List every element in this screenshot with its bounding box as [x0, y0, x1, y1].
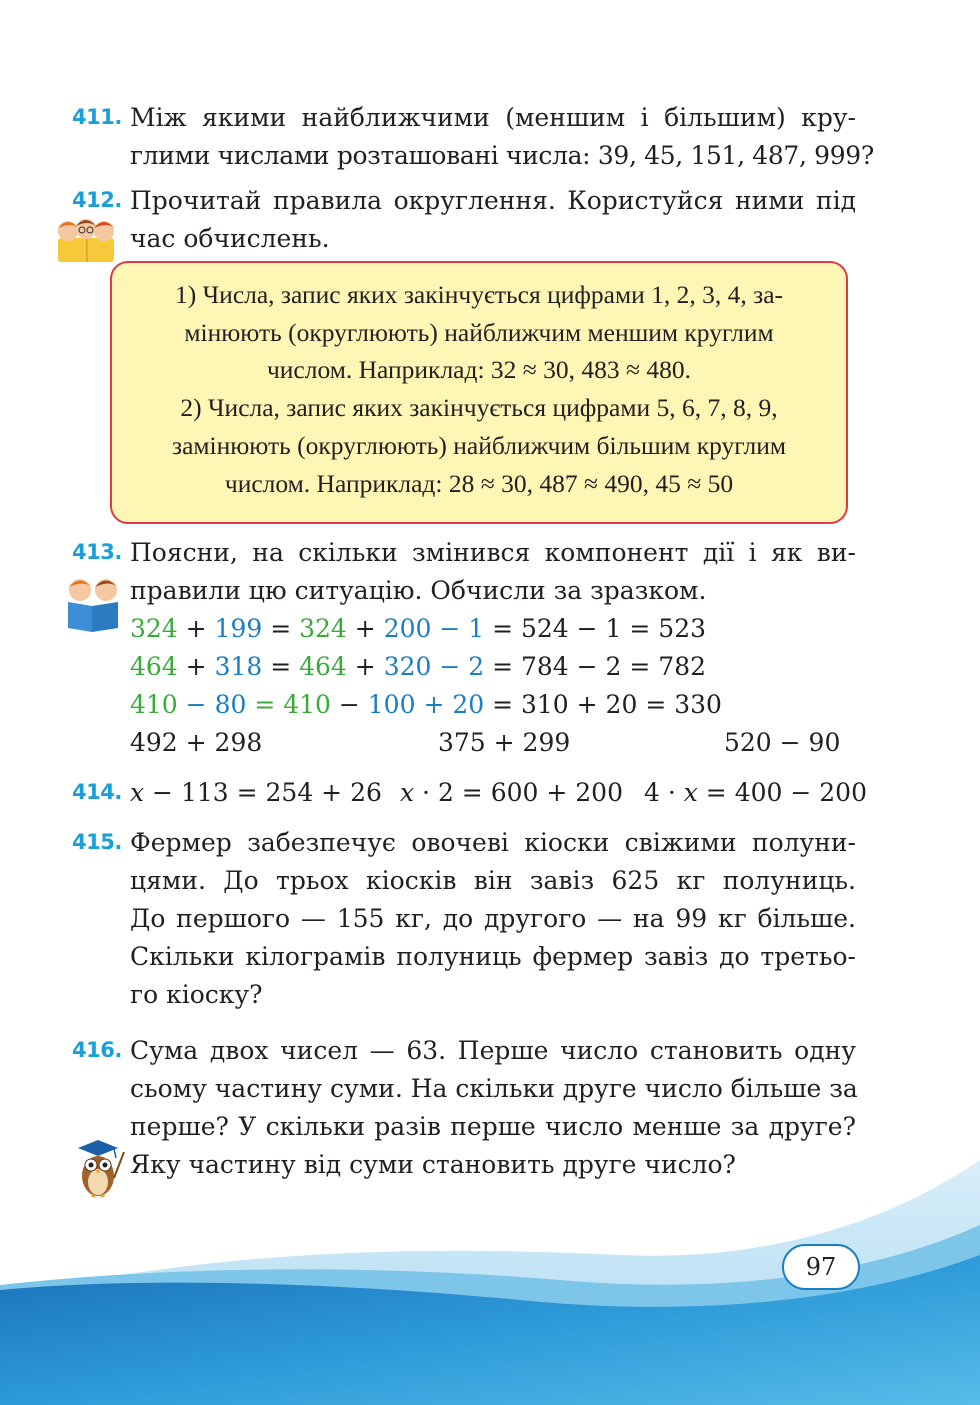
variable-x: x [400, 778, 415, 807]
text-line: глими числами розташовані числа: 39, 45, 151, 487, 999? [130, 141, 874, 170]
operator: + [346, 614, 384, 643]
rule-line: 2) Числа, запис яких закінчується цифрами 5, 6, 7, 8, 9, [180, 393, 778, 423]
task-number-411: 411. [72, 105, 122, 129]
task-413-exercise-3: 520 − 90 [724, 728, 841, 757]
text-line: Прочитай правила округлення. Користуйся ними під [130, 186, 856, 215]
task-number-415: 415. [72, 830, 122, 854]
operator: = [262, 614, 300, 643]
example-number: 320 [383, 652, 432, 681]
task-number-412: 412. [72, 188, 122, 212]
operator: − [330, 690, 368, 719]
text-line: До першого — 155 кг, до другого — на 99 кг більше. [130, 904, 856, 933]
text-line: го кіоску? [130, 980, 263, 1009]
example-number: 318 [214, 652, 263, 681]
operator: + [177, 614, 215, 643]
example-number: 200 [383, 614, 432, 643]
text-line: Сума двох чисел — 63. Перше число становить одну [130, 1036, 856, 1065]
example-result: = 784 − 2 = 782 [484, 652, 707, 681]
equation-rest: · 2 = 600 + 200 [414, 778, 623, 807]
task-413-text [130, 534, 856, 610]
task-416-text [130, 1032, 856, 1184]
text-line: час обчислень. [130, 224, 330, 253]
operator: = [246, 690, 284, 719]
rule-line: мінюють (округлюють) найближчим меншим круглим [184, 317, 774, 347]
example-number: 199 [214, 614, 263, 643]
text-line: цями. До трьох кіосків він завіз 625 кг полуниць. [130, 866, 856, 895]
example-number: 410 [130, 690, 178, 719]
example-result: = 524 − 1 = 523 [484, 614, 707, 643]
equation-3 [644, 774, 867, 812]
equation-2 [400, 774, 623, 812]
equation-rest: = 400 − 200 [697, 778, 867, 807]
text-line: Скільки кілограмів полуниць фермер завіз до третьо- [130, 942, 856, 971]
variable-x: x [130, 778, 145, 807]
rule-line: 1) Числа, запис яких закінчується цифрами 1, 2, 3, 4, за- [174, 280, 784, 309]
example-number: 20 [452, 690, 485, 719]
operator: − [177, 690, 215, 719]
task-413-exercise-2: 375 + 299 [438, 728, 571, 757]
example-number: 100 [367, 690, 416, 719]
text-line: правили цю ситуацію. Обчисли за зразком. [130, 576, 707, 605]
task-number-414: 414. [72, 780, 122, 804]
task-number-416: 416. [72, 1038, 122, 1062]
equation-1 [130, 774, 382, 812]
task-number-413: 413. [72, 540, 122, 564]
operator: = [262, 652, 300, 681]
rule-line: числом. Наприклад: 32 ≈ 30, 483 ≈ 480. [266, 355, 692, 385]
text-line: сьому частину суми. На скільки друге число більше за [130, 1074, 858, 1103]
example-number: 2 [468, 652, 485, 681]
task-411-text [130, 99, 874, 175]
example-result: = 310 + 20 = 330 [484, 690, 722, 719]
reading-kids-icon [50, 214, 122, 264]
operator: + [177, 652, 215, 681]
text-line: Фермер забезпечує овочеві кіоски свіжими полуни- [130, 828, 856, 857]
rounding-rules-box [110, 261, 848, 524]
equation-prefix: 4 · [644, 778, 684, 807]
task-413-exercise-1: 492 + 298 [130, 728, 263, 757]
reading-kids-book-icon [56, 574, 128, 634]
example-number: 1 [468, 614, 485, 643]
rule-line: замінюють (округлюють) найближчим більшим круглим [172, 430, 786, 460]
task-412-text [130, 182, 856, 258]
example-number: 324 [130, 614, 178, 643]
operator: − [431, 614, 469, 643]
example-number: 464 [299, 652, 347, 681]
operator: − [431, 652, 469, 681]
equation-rest: − 113 = 254 + 26 [144, 778, 382, 807]
task-415-text [130, 824, 856, 1014]
example-number: 464 [130, 652, 178, 681]
example-row-2 [130, 648, 706, 686]
owl-teacher-icon [70, 1138, 126, 1200]
text-line: Поясни, на скільки змінився компонент дії і як ви- [130, 538, 856, 567]
example-number: 410 [283, 690, 331, 719]
operator: + [415, 690, 453, 719]
operator: + [346, 652, 384, 681]
variable-x: x [683, 778, 698, 807]
example-row-1 [130, 610, 706, 648]
text-line: перше? У скільки разів перше число менше за друге? [130, 1112, 856, 1141]
example-row-3 [130, 686, 722, 724]
text-line: Яку частину від суми становить друге число? [130, 1150, 736, 1179]
rule-line: числом. Наприклад: 28 ≈ 30, 487 ≈ 490, 45 ≈ 50 [224, 468, 734, 498]
text-line: Між якими найближчими (меншим і більшим) кру- [130, 103, 856, 132]
example-number: 80 [214, 690, 247, 719]
example-number: 324 [299, 614, 347, 643]
page-number: 97 [782, 1244, 860, 1290]
